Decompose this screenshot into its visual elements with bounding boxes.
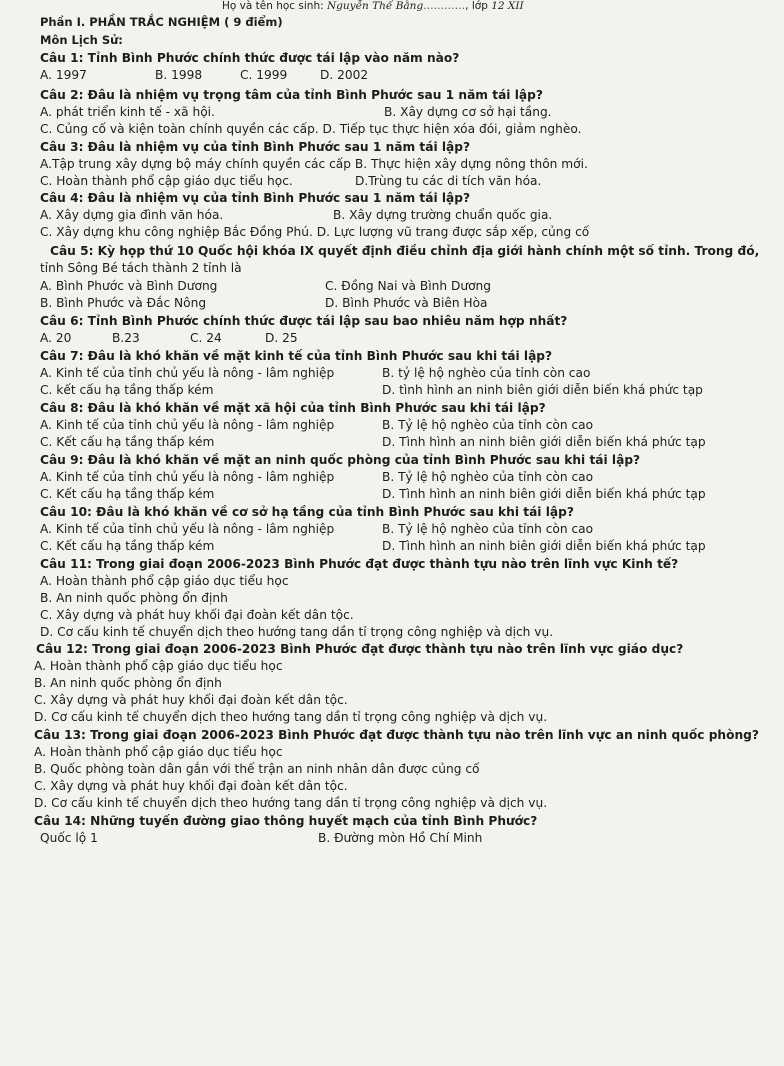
q3-option-ab: A.Tập trung xây dựng bộ máy chính quyền các cấp B. Thực hiện xây dựng nông thôn mới. bbox=[40, 157, 588, 171]
q10-option-a: A. Kinh tế của tỉnh chủ yếu là nông - lâm nghiệp bbox=[40, 522, 335, 536]
question-10-stem: Câu 10: Đâu là khó khăn về cơ sở hạ tầng của tỉnh Bình Phước sau khi tái lập? bbox=[40, 505, 574, 519]
q5-option-c: C. Đồng Nai và Bình Dương bbox=[325, 279, 491, 293]
q2-option-b: B. Xây dựng cơ sở hại tầng. bbox=[384, 105, 552, 119]
q12-option-b: B. An ninh quốc phòng ổn định bbox=[34, 676, 222, 690]
question-5-stem-cont: tỉnh Sông Bé tách thành 2 tỉnh là bbox=[40, 261, 242, 275]
subject-label: Môn Lịch Sử: bbox=[40, 33, 123, 47]
student-name: Nguyễn Thế Bằng bbox=[326, 0, 424, 12]
question-2-stem: Câu 2: Đâu là nhiệm vụ trọng tâm của tỉnh Bình Phước sau 1 năm tái lập? bbox=[40, 88, 543, 102]
question-14-stem: Câu 14: Những tuyến đường giao thông huyết mạch của tỉnh Bình Phước? bbox=[34, 814, 538, 828]
q2-option-cd: C. Củng cố và kiện toàn chính quyền các cấp. D. Tiếp tục thực hiện xóa đói, giảm nghèo. bbox=[40, 122, 582, 136]
q10-option-c: C. Kết cấu hạ tầng thấp kém bbox=[40, 539, 215, 553]
student-label: Họ và tên học sinh: bbox=[222, 0, 324, 12]
q6-option-c: C. 24 bbox=[190, 331, 222, 345]
q13-option-a: A. Hoàn thành phổ cập giáo dục tiểu học bbox=[34, 745, 283, 759]
q8-option-d: D. Tình hình an ninh biên giới diễn biến khá phức tạp bbox=[382, 435, 706, 449]
q4-option-a: A. Xây dựng gia đình văn hóa. bbox=[40, 208, 224, 222]
q1-option-c: C. 1999 bbox=[240, 68, 288, 82]
section-title: Phần I. PHẦN TRẮC NGHIỆM ( 9 điểm) bbox=[40, 15, 283, 29]
question-11-stem: Câu 11: Trong giai đoạn 2006-2023 Bình Phước đạt được thành tựu nào trên lĩnh vực Kinh tế? bbox=[40, 557, 679, 571]
q14-option-a: Quốc lộ 1 bbox=[40, 831, 98, 845]
question-7-stem: Câu 7: Đâu là khó khăn về mặt kinh tế của tỉnh Bình Phước sau khi tái lập? bbox=[40, 349, 553, 363]
class-value: 12 XII bbox=[491, 0, 524, 12]
question-4-stem: Câu 4: Đâu là nhiệm vụ của tỉnh Bình Phước sau 1 năm tái lập? bbox=[40, 191, 471, 205]
q11-option-a: A. Hoàn thành phổ cập giáo dục tiểu học bbox=[40, 574, 289, 588]
q5-option-a: A. Bình Phước và Bình Dương bbox=[40, 279, 218, 293]
q10-option-b: B. Tỷ lệ hộ nghèo của tỉnh còn cao bbox=[382, 522, 594, 536]
q1-option-b: B. 1998 bbox=[155, 68, 203, 82]
class-label: , lớp bbox=[465, 0, 488, 12]
q7-option-a: A. Kinh tế của tỉnh chủ yếu là nông - lâm nghiệp bbox=[40, 366, 335, 380]
student-info-line: Họ và tên học sinh: Nguyễn Thế Bằng…………, lớp 12 XII bbox=[222, 0, 524, 12]
question-1-stem: Câu 1: Tỉnh Bình Phước chính thức được tái lập vào năm nào? bbox=[40, 51, 460, 65]
q11-option-c: C. Xây dựng và phát huy khối đại đoàn kết dân tộc. bbox=[40, 608, 354, 622]
q8-option-c: C. Kết cấu hạ tầng thấp kém bbox=[40, 435, 215, 449]
q9-option-d: D. Tình hình an ninh biên giới diễn biến khá phức tạp bbox=[382, 487, 706, 501]
question-6-stem: Câu 6: Tỉnh Bình Phước chính thức được tái lập sau bao nhiêu năm hợp nhất? bbox=[40, 314, 568, 328]
q9-option-a: A. Kinh tế của tỉnh chủ yếu là nông - lâm nghiệp bbox=[40, 470, 335, 484]
question-9-stem: Câu 9: Đâu là khó khăn về mặt an ninh quốc phòng của tỉnh Bình Phước sau khi tái lập? bbox=[40, 453, 641, 467]
q7-option-c: C. kết cấu hạ tầng thấp kém bbox=[40, 383, 214, 397]
q7-option-d: D. tình hình an ninh biên giới diễn biến khá phức tạp bbox=[382, 383, 703, 397]
q12-option-c: C. Xây dựng và phát huy khối đại đoàn kết dân tộc. bbox=[34, 693, 348, 707]
q3-option-d: D.Trùng tu các di tích văn hóa. bbox=[355, 174, 542, 188]
q12-option-a: A. Hoàn thành phổ cập giáo dục tiểu học bbox=[34, 659, 283, 673]
question-8-stem: Câu 8: Đâu là khó khăn về mặt xã hội của tỉnh Bình Phước sau khi tái lập? bbox=[40, 401, 546, 415]
q7-option-b: B. tỷ lệ hộ nghèo của tỉnh còn cao bbox=[382, 366, 591, 380]
q14-option-b: B. Đường mòn Hồ Chí Minh bbox=[318, 831, 483, 845]
q6-option-b: B.23 bbox=[112, 331, 140, 345]
q3-option-c: C. Hoàn thành phổ cập giáo dục tiểu học. bbox=[40, 174, 293, 188]
q1-option-d: D. 2002 bbox=[320, 68, 369, 82]
q9-option-c: C. Kết cấu hạ tầng thấp kém bbox=[40, 487, 215, 501]
question-3-stem: Câu 3: Đâu là nhiệm vụ của tỉnh Bình Phước sau 1 năm tái lập? bbox=[40, 140, 471, 154]
question-12-stem: Câu 12: Trong giai đoạn 2006-2023 Bình Phước đạt được thành tựu nào trên lĩnh vực giáo dục? bbox=[36, 642, 684, 656]
q4-option-b: B. Xây dựng trường chuẩn quốc gia. bbox=[333, 208, 553, 222]
q5-option-d: D. Bình Phước và Biên Hòa bbox=[325, 296, 488, 310]
q8-option-b: B. Tỷ lệ hộ nghèo của tỉnh còn cao bbox=[382, 418, 594, 432]
q13-option-b: B. Quốc phòng toàn dân gắn với thế trận an ninh nhân dân được củng cố bbox=[34, 762, 480, 776]
q6-option-a: A. 20 bbox=[40, 331, 72, 345]
q5-option-b: B. Bình Phước và Đắc Nông bbox=[40, 296, 207, 310]
q2-option-a: A. phát triển kinh tế - xã hội. bbox=[40, 105, 215, 119]
q12-option-d: D. Cơ cấu kinh tế chuyển dịch theo hướng tang dần tỉ trọng công nghiệp và dịch vụ. bbox=[34, 710, 548, 724]
q9-option-b: B. Tỷ lệ hộ nghèo của tỉnh còn cao bbox=[382, 470, 594, 484]
q10-option-d: D. Tình hình an ninh biên giới diễn biến khá phức tạp bbox=[382, 539, 706, 553]
q1-option-a: A. 1997 bbox=[40, 68, 87, 82]
question-13-stem: Câu 13: Trong giai đoạn 2006-2023 Bình Phước đạt được thành tựu nào trên lĩnh vực an ninh quốc phòng? bbox=[34, 728, 759, 742]
q11-option-b: B. An ninh quốc phòng ổn định bbox=[40, 591, 228, 605]
q13-option-d: D. Cơ cấu kinh tế chuyển dịch theo hướng tang dần tỉ trọng công nghiệp và dịch vụ. bbox=[34, 796, 548, 810]
q13-option-c: C. Xây dựng và phát huy khối đại đoàn kết dân tộc. bbox=[34, 779, 348, 793]
q8-option-a: A. Kinh tế của tỉnh chủ yếu là nông - lâm nghiệp bbox=[40, 418, 335, 432]
question-5-stem: Câu 5: Kỳ họp thứ 10 Quốc hội khóa IX quyết định điều chỉnh địa giới hành chính một số tỉnh. Trong đó, bbox=[50, 244, 760, 258]
q11-option-d: D. Cơ cấu kinh tế chuyển dịch theo hướng tang dần tỉ trọng công nghiệp và dịch vụ. bbox=[40, 625, 554, 639]
q4-option-cd: C. Xây dựng khu công nghiệp Bắc Đồng Phú. D. Lực lượng vũ trang được sắp xếp, củng cố bbox=[40, 225, 590, 239]
q6-option-d: D. 25 bbox=[265, 331, 298, 345]
